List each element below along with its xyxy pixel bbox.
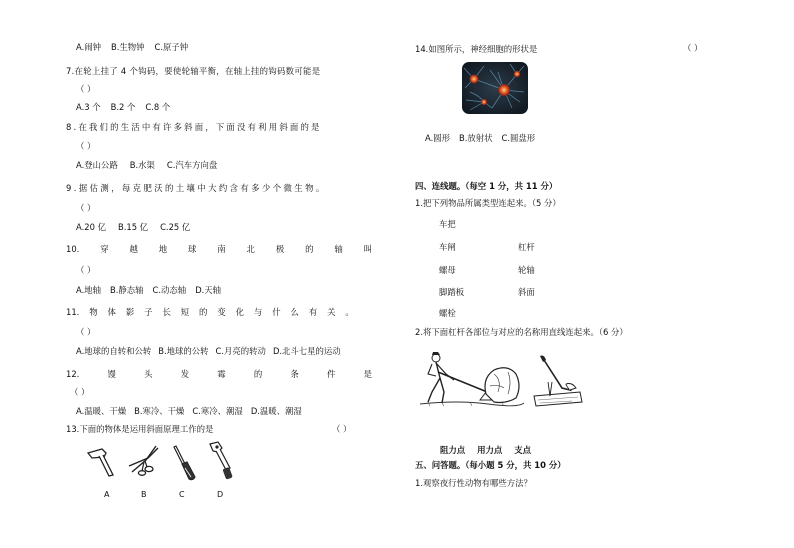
match-right-item-3: 斜面 <box>518 287 535 297</box>
section-4-title: 四、连线题。（每空 1 分，共 11 分） <box>415 181 558 191</box>
lever-name-effort-point: 用力点 <box>477 445 503 455</box>
match-left-item-3: 螺母 <box>439 265 456 275</box>
q10-word: 10. <box>66 244 80 254</box>
lever-name-resistance-point: 阻力点 <box>440 445 466 455</box>
q12-stem <box>66 369 372 380</box>
q12-word: 条 <box>290 369 299 379</box>
q8-option-c: C.汽车方向盘 <box>166 160 218 170</box>
q7-option-b: B.2 个 <box>110 102 136 112</box>
q7-option-c: C.8 个 <box>145 102 171 112</box>
lever-part-names <box>440 445 531 456</box>
q11-word: 11. <box>66 307 80 317</box>
section-5-q1: 1.观察夜行性动物有哪些方法？ <box>415 478 532 488</box>
q11-word: 子 <box>144 307 153 317</box>
q12-option-a: A.温暖、干燥 <box>76 406 127 416</box>
q11-word: 影 <box>125 307 135 317</box>
section-4-q2: 2.将下面杠杆各部位与对应的名称用直线连起来。（6 分） <box>415 327 628 337</box>
q12-word: 发 <box>180 369 190 379</box>
q8-paren: （ ） <box>76 141 96 151</box>
q14-stem: 14.如图所示，神经细胞的形状是 <box>415 44 538 54</box>
q11-stem <box>66 307 354 318</box>
q11-paren: （ ） <box>76 327 96 337</box>
q10-word: 球 <box>188 244 197 254</box>
q13-label-b: B <box>141 490 147 499</box>
q10-word: 越 <box>129 244 138 254</box>
q13-stem: 13.下面的物体是运用斜面原理工作的是 <box>66 424 214 434</box>
q12-word: 头 <box>144 369 153 379</box>
q13-label-c: C <box>179 490 185 499</box>
hammer-icon <box>84 444 120 480</box>
q10-word: 的 <box>305 244 314 254</box>
q8-options <box>76 160 217 171</box>
q11-option-a: A.地球的自转和公转 <box>76 346 152 356</box>
q6-options <box>76 42 236 53</box>
q6-option-b: B.生物钟 <box>111 42 145 52</box>
q11-word: 的 <box>199 307 208 317</box>
q10-word: 穿 <box>100 244 109 254</box>
q9-option-a: A.20 亿 <box>76 222 106 232</box>
q9-option-b: B.15 亿 <box>117 222 149 232</box>
q12-option-c: C.寒冷、潮湿 <box>192 406 243 416</box>
q7-option-a: A.3 个 <box>76 102 101 112</box>
q11-word: 有 <box>308 307 318 317</box>
q11-word: 化 <box>235 307 244 317</box>
q10-word: 地 <box>158 244 168 254</box>
q12-word: 12. <box>66 369 80 379</box>
match-left-item-1: 车把 <box>439 219 456 229</box>
q13-paren: （ ） <box>332 424 352 434</box>
q11-word: 体 <box>107 307 116 317</box>
section-4-q1: 1.把下列物品所属类型连起来。（5 分） <box>415 198 561 208</box>
q7-options <box>76 102 170 113</box>
q11-option-c: C.月亮的转动 <box>215 346 266 356</box>
q10-paren: （ ） <box>76 265 96 275</box>
q13-label-a: A <box>104 490 110 499</box>
q14-paren: （ ） <box>683 43 703 53</box>
q10-word: 南 <box>217 244 226 254</box>
scissors-icon <box>126 442 162 478</box>
q9-options <box>76 222 190 233</box>
q12-option-b: B.寒冷、干燥 <box>134 406 185 416</box>
q11-option-d: D.北斗七星的运动 <box>272 346 341 356</box>
q11-word: 与 <box>253 307 263 317</box>
q11-word: 什 <box>272 307 281 317</box>
q11-word: 么 <box>290 307 299 317</box>
q8-stem: 8.在我们的生活中有许多斜面，下面没有利用斜面的是 <box>66 122 322 132</box>
q11-word: 变 <box>217 307 226 317</box>
q11-word: 物 <box>89 307 98 317</box>
q10-word: 叫 <box>363 244 372 254</box>
q14-options <box>425 133 535 144</box>
q14-option-a: A.圆形 <box>425 133 450 143</box>
q10-option-d: D.天轴 <box>195 285 222 295</box>
q10-word: 北 <box>246 244 255 254</box>
q7-paren: （ ） <box>76 84 96 94</box>
q11-word: 长 <box>162 307 171 317</box>
q14-option-c: C.圆盘形 <box>501 133 536 143</box>
q9-option-c: C.25 亿 <box>160 222 191 232</box>
q7-stem: 7.在轮上挂了 4 个钩码，要使轮轴平衡，在轴上挂的钩码数可能是 <box>66 66 321 76</box>
q13-label-d: D <box>217 490 224 499</box>
q10-option-c: C.动态轴 <box>152 285 187 295</box>
q11-word: 短 <box>180 307 190 317</box>
match-left-item-5: 螺栓 <box>439 308 456 318</box>
q10-word: 轴 <box>334 244 343 254</box>
match-left-item-4: 脚踏板 <box>439 287 465 297</box>
q11-option-b: B.地球的公转 <box>158 346 209 356</box>
q12-option-d: D.温暖、潮湿 <box>250 406 302 416</box>
lever-name-fulcrum: 支点 <box>514 445 531 455</box>
q10-option-a: A.地轴 <box>76 285 101 295</box>
lever-nail-puller-image <box>532 352 584 410</box>
q9-paren: （ ） <box>76 203 96 213</box>
q12-word: 的 <box>253 369 263 379</box>
q11-word: 。 <box>345 307 354 317</box>
screwdriver-icon <box>170 444 198 482</box>
match-right-item-1: 杠杆 <box>518 242 535 252</box>
q10-option-b: B.静态轴 <box>110 285 144 295</box>
q11-options <box>76 346 341 357</box>
q12-paren: （ ） <box>70 387 90 397</box>
q9-stem: 9.据估测，每克肥沃的土壤中大约含有多少个微生物。 <box>66 183 327 193</box>
q12-word: 馒 <box>107 369 116 379</box>
neuron-image <box>462 62 528 114</box>
wrench-icon <box>204 440 238 482</box>
q12-word: 霉 <box>217 369 226 379</box>
match-left-item-2: 车闸 <box>439 242 456 252</box>
match-right-item-2: 轮轴 <box>518 265 535 275</box>
q12-word: 是 <box>363 369 372 379</box>
lever-prying-image <box>418 348 526 410</box>
q8-option-b: B.水渠 <box>129 160 155 170</box>
q6-option-a: A.闹钟 <box>76 42 101 52</box>
q10-stem <box>66 244 372 255</box>
section-5-title: 五、问答题。（每小题 5 分，共 10 分） <box>415 460 566 470</box>
q14-option-b: B.放射状 <box>459 133 493 143</box>
q11-word: 关 <box>327 307 336 317</box>
q12-options <box>76 406 302 417</box>
q8-option-a: A.登山公路 <box>76 160 118 170</box>
q6-option-c: C.原子钟 <box>154 42 189 52</box>
q10-word: 极 <box>275 244 285 254</box>
q12-word: 件 <box>327 369 336 379</box>
q10-options <box>76 285 221 296</box>
